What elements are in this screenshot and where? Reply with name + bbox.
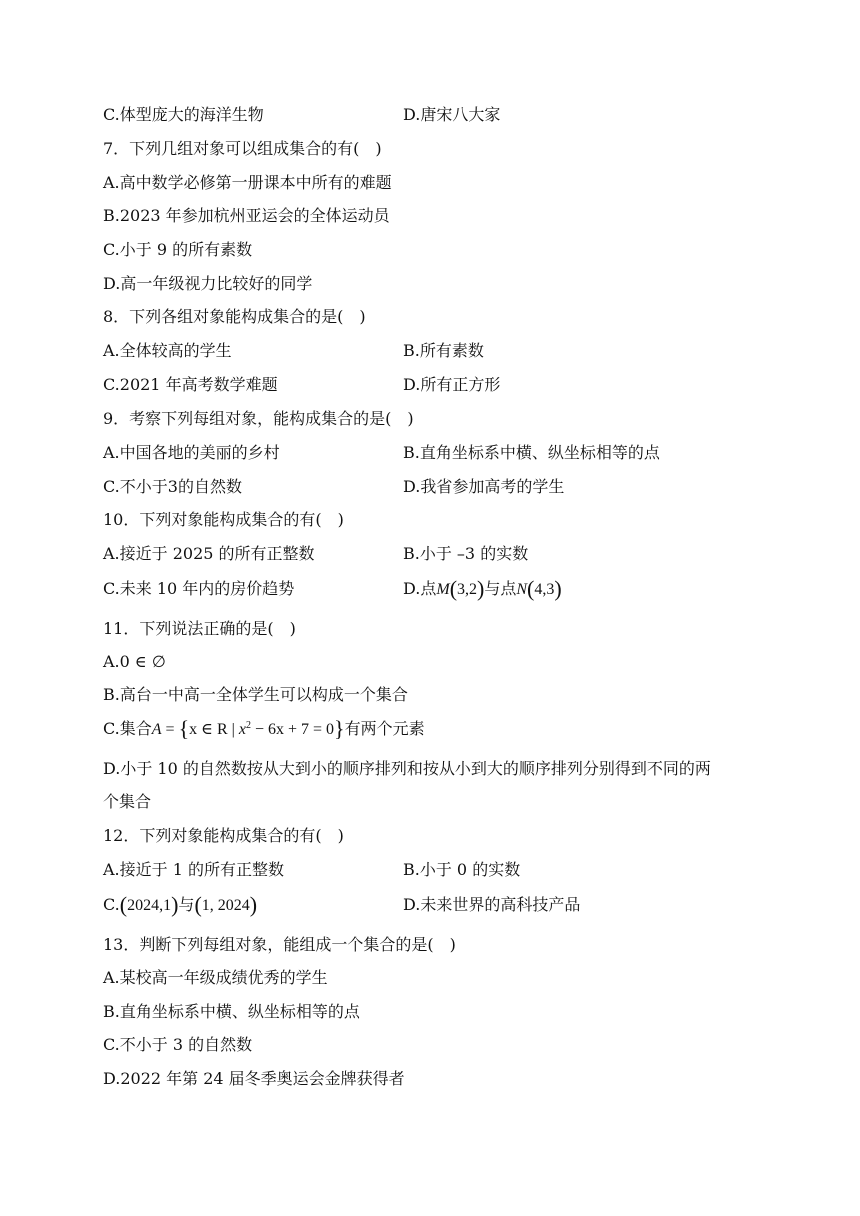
q12-pair-1: 2024,1 bbox=[127, 897, 172, 914]
q6-option-c: C.体型庞大的海洋生物 bbox=[103, 105, 264, 124]
q11-option-a: A.0 ∈ ∅ bbox=[103, 652, 166, 671]
q10-option-b: B.小于 –3 的实数 bbox=[403, 544, 529, 563]
q8-option-b: B.所有素数 bbox=[403, 341, 484, 360]
q6-option-d: D.唐宋八大家 bbox=[403, 105, 501, 124]
q9-option-c: C.不小于3的自然数 bbox=[103, 477, 242, 496]
q13-option-d: D.2022 年第 24 届冬季奥运会金牌获得者 bbox=[103, 1069, 405, 1088]
q13-option-c: C.不小于 3 的自然数 bbox=[103, 1035, 253, 1054]
q11-option-c-suffix: 有两个元素 bbox=[344, 719, 425, 738]
set-a-cond-var: x bbox=[238, 721, 246, 738]
q8-option-a: A.全体较高的学生 bbox=[103, 341, 232, 360]
q11-option-c: C.集合A = {x ∈ R | $x^2 - 6x + 7 = 0$}有两个元素 bbox=[103, 716, 425, 741]
q11-option-d-line2: 个集合 bbox=[103, 792, 152, 811]
q12-option-a: A.接近于 1 的所有正整数 bbox=[103, 860, 284, 879]
set-a-name: A bbox=[151, 721, 162, 738]
q10-option-c: C.未来 10 年内的房价趋势 bbox=[103, 579, 295, 598]
q7-option-a: A.高中数学必修第一册课本中所有的难题 bbox=[103, 173, 392, 192]
q7-option-c: C.小于 9 的所有素数 bbox=[103, 240, 253, 259]
q10-stem: 10．下列对象能构成集合的有( ) bbox=[103, 510, 344, 529]
q7-stem: 7．下列几组对象可以组成集合的有( ) bbox=[103, 139, 382, 158]
q8-option-c: C.2021 年高考数学难题 bbox=[103, 375, 278, 394]
point-n-coords: 4,3 bbox=[534, 581, 555, 598]
q9-option-d: D.我省参加高考的学生 bbox=[403, 477, 565, 496]
q9-option-a: A.中国各地的美丽的乡村 bbox=[103, 443, 280, 462]
point-m-label: M bbox=[436, 581, 450, 598]
point-n-label: N bbox=[516, 581, 528, 598]
q10-option-d-prefix: D.点 bbox=[403, 579, 437, 598]
q13-stem: 13．判断下列每组对象，能组成一个集合的是( ) bbox=[103, 935, 456, 954]
q13-option-b: B.直角坐标系中横、纵坐标相等的点 bbox=[103, 1002, 360, 1021]
q12-option-c: C.(2024,1)与(1, 2024) bbox=[103, 892, 258, 917]
q11-option-c-prefix: C.集合 bbox=[103, 719, 152, 738]
q12-option-c-prefix: C. bbox=[103, 895, 120, 914]
point-m-coords: 3,2 bbox=[457, 581, 478, 598]
q8-stem: 8．下列各组对象能构成集合的是( ) bbox=[103, 307, 366, 326]
q12-option-c-mid: 与 bbox=[178, 895, 195, 914]
q11-option-b: B.高台一中高一全体学生可以构成一个集合 bbox=[103, 685, 408, 704]
q8-option-d: D.所有正方形 bbox=[403, 375, 501, 394]
q12-stem: 12．下列对象能构成集合的有( ) bbox=[103, 826, 344, 845]
q12-option-d: D.未来世界的高科技产品 bbox=[403, 895, 581, 914]
q10-option-d: D.点M(3,2)与点N(4,3) bbox=[403, 576, 562, 601]
q9-option-b: B.直角坐标系中横、纵坐标相等的点 bbox=[403, 443, 660, 462]
q12-pair-2: 1, 2024 bbox=[201, 897, 250, 914]
q11-option-d-line1: D.小于 10 的自然数按从大到小的顺序排列和按从小到大的顺序排列分别得到不同的两 bbox=[103, 759, 711, 778]
set-a-lhs: x ∈ R bbox=[189, 721, 228, 738]
q7-option-b: B.2023 年参加杭州亚运会的全体运动员 bbox=[103, 206, 390, 225]
set-a-cond-rest: − 6x + 7 = 0 bbox=[250, 721, 335, 738]
q10-option-d-mid: 与点 bbox=[484, 579, 517, 598]
q7-option-d: D.高一年级视力比较好的同学 bbox=[103, 274, 313, 293]
q13-option-a: A.某校高一年级成绩优秀的学生 bbox=[103, 968, 328, 987]
q9-stem: 9．考察下列每组对象，能构成集合的是( ) bbox=[103, 409, 414, 428]
q11-stem: 11．下列说法正确的是( ) bbox=[103, 619, 296, 638]
q12-option-b: B.小于 0 的实数 bbox=[403, 860, 521, 879]
q10-option-a: A.接近于 2025 的所有正整数 bbox=[103, 544, 315, 563]
